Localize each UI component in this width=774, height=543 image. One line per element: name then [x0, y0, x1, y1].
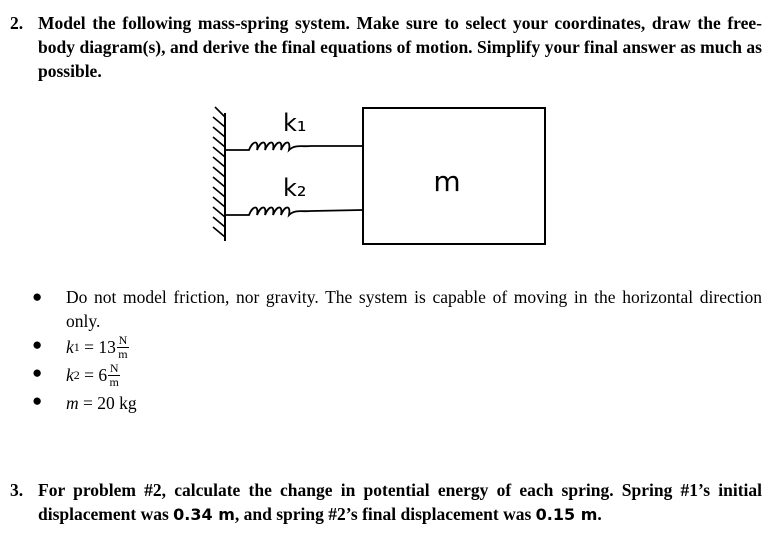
problem-2 [10, 11, 762, 85]
list-item-mass: ● m = 20 kg [32, 391, 137, 413]
unit-numerator: N [109, 360, 119, 375]
unit-denominator: m [118, 346, 128, 361]
unit-denominator: m [109, 374, 119, 389]
unit-numerator: N [118, 332, 128, 347]
bullet: ● [32, 391, 43, 410]
m-value: 20 kg [97, 393, 137, 413]
k1-symbol: k [66, 337, 74, 357]
k1-subscript: 1 [73, 340, 80, 354]
spring-2-displacement: 0.15 m [535, 505, 598, 524]
assumption-text: Do not model friction, nor gravity. The system is capable of moving in the horizontal direction only. [66, 287, 762, 331]
given-list [26, 285, 762, 417]
spring-2-label: k₂ [283, 174, 307, 202]
bullet: ● [32, 363, 43, 382]
problem-3-text [38, 478, 762, 527]
mass-spring-diagram [205, 103, 555, 248]
list-item [26, 285, 762, 333]
wall-hatching [213, 107, 225, 237]
k2-unit [108, 360, 120, 389]
spring-1-label: k₁ [283, 109, 307, 137]
spring-1-displacement: 0.34 m [173, 505, 235, 524]
k1-unit [117, 332, 129, 361]
k2-symbol: k [66, 365, 74, 385]
problem-3-text-part: For problem #2, calculate the change in potential energy of each spring. Spring #1’s initial displacement was [38, 480, 762, 524]
k2-subscript: 2 [73, 368, 80, 382]
k2-value: 6 [98, 365, 108, 385]
bullet: ● [32, 335, 43, 354]
problem-3-number: 3. [10, 480, 24, 500]
k1-value: 13 [98, 337, 116, 357]
m-symbol: m [66, 393, 79, 413]
mass-label: m [433, 165, 461, 198]
problem-3-text-part: , and spring #2’s final displacement was [234, 504, 536, 524]
problem-2-text: Model the following mass-spring system. Make sure to select your coordinates, draw the free-body diagram(s), and derive the final equations of motion. Simplify your final answer as much as possible. [38, 13, 762, 81]
problem-3-text-part: . [597, 504, 602, 524]
mass-spring-figure [205, 103, 555, 248]
list-item-k1: ● k 1 = 13 $\frac{N}{m}$ [32, 332, 128, 361]
problem-3 [10, 478, 762, 528]
problem-2-number: 2. [10, 13, 24, 33]
spring-1 [225, 143, 363, 151]
spring-2 [225, 208, 363, 216]
list-item-k2: ● k 2 = 6 $\frac{N}{m}$ [32, 360, 119, 389]
bullet: ● [32, 287, 43, 306]
